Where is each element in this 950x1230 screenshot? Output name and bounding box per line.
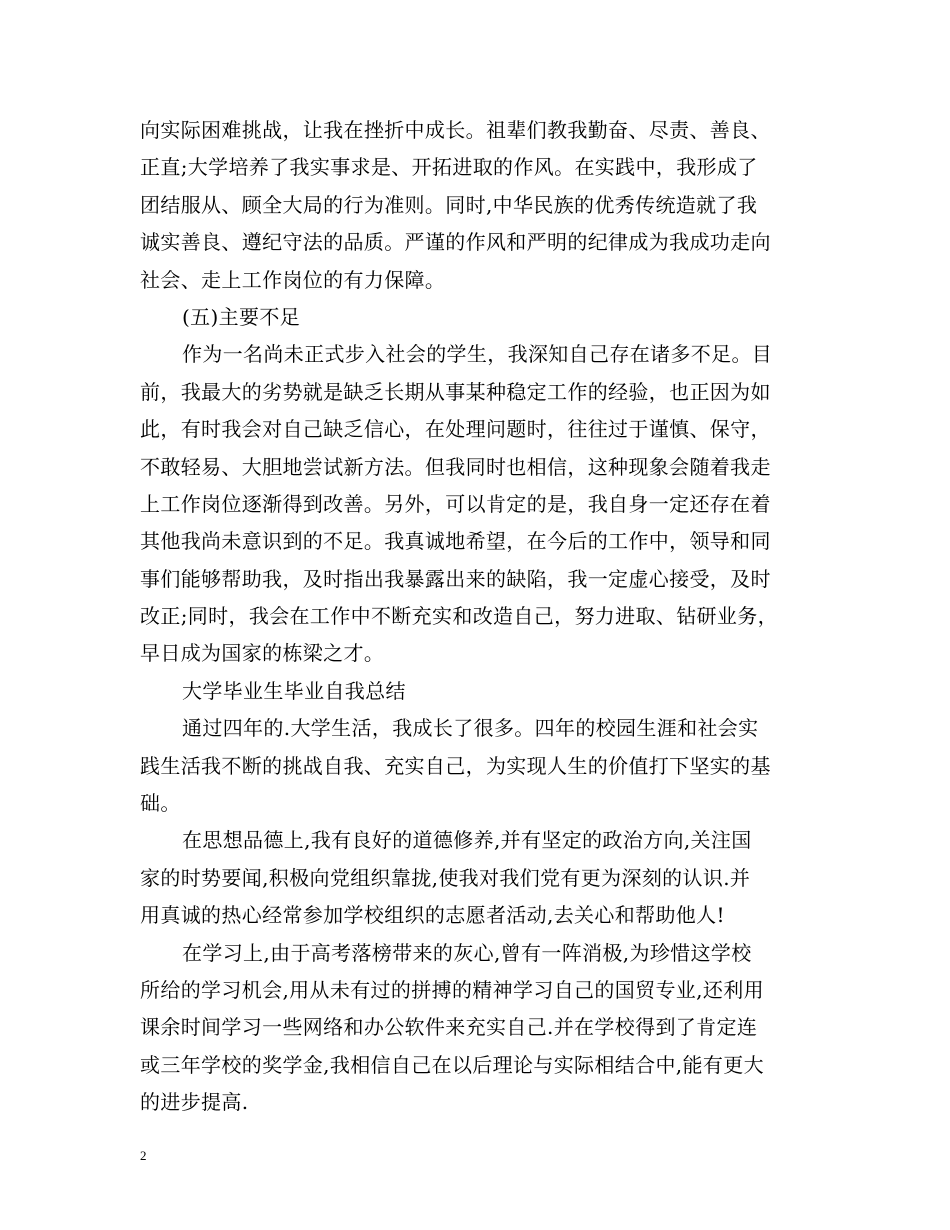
text-line: 诚实善良、遵纪守法的品质。严谨的作风和严明的纪律成为我成功走向 (140, 230, 771, 255)
document-body (140, 112, 826, 1122)
text-line: 或三年学校的奖学金,我相信自己在以后理论与实际相结合中,能有更大 (140, 1052, 764, 1077)
text-line: 课余时间学习一些网络和办公软件来充实自己.并在学校得到了肯定连 (140, 1015, 758, 1040)
text-line: 通过四年的.大学生活，我成长了很多。四年的校园生涯和社会实 (182, 716, 759, 741)
page-number: 2 (140, 1148, 147, 1163)
text-line: 不敢轻易、大胆地尝试新方法。但我同时也相信，这种现象会随着我走 (140, 454, 771, 479)
text-line: (五)主要不足 (182, 304, 301, 329)
text-line: 正直;大学培养了我实事求是、开拓进取的作风。在实践中，我形成了 (140, 155, 758, 180)
text-line: 改正;同时，我会在工作中不断充实和改造自己，努力进取、钻研业务， (140, 604, 778, 629)
text-line: 上工作岗位逐渐得到改善。另外，可以肯定的是，我自身一定还存在着 (140, 491, 771, 516)
text-line: 向实际困难挑战，让我在挫折中成长。祖辈们教我勤奋、尽责、善良、 (140, 118, 771, 142)
text-line: 大学毕业生毕业自我总结 (182, 678, 406, 703)
text-line: 用真诚的热心经常参加学校组织的志愿者活动,去关心和帮助他人! (140, 903, 725, 928)
text-line: 早日成为国家的栋梁之才。 (140, 641, 385, 666)
text-line: 所给的学习机会,用从未有过的拼搏的精神学习自己的国贸专业,还利用 (140, 977, 764, 1002)
text-line: 社会、走上工作岗位的有力保障。 (140, 267, 446, 292)
text-line: 础。 (140, 791, 181, 816)
text-line: 其他我尚未意识到的不足。我真诚地希望，在今后的工作中，领导和同 (140, 529, 771, 554)
text-line: 家的时势要闻,积极向党组织靠拢,使我对我们党有更为深刻的认识.并 (140, 865, 751, 890)
text-line: 的进步提高. (140, 1090, 249, 1115)
text-line: 作为一名尚未正式步入社会的学生，我深知自己存在诸多不足。目 (182, 342, 773, 367)
text-line: 践生活我不断的挑战自我、充实自己，为实现人生的价值打下坚实的基 (140, 753, 771, 778)
text-line: 此，有时我会对自己缺乏信心，在处理问题时，往往过于谨慎、保守， (140, 417, 771, 442)
text-line: 前，我最大的劣势就是缺乏长期从事某种稳定工作的经验，也正因为如 (140, 379, 771, 404)
text-line: 在学习上,由于高考落榜带来的灰心,曾有一阵消极,为珍惜这学校 (182, 940, 752, 965)
text-line: 事们能够帮助我，及时指出我暴露出来的缺陷，我一定虚心接受，及时 (140, 566, 771, 591)
text-line: 在思想品德上,我有良好的道德修养,并有坚定的政治方向,关注国 (182, 828, 752, 853)
text-line: 团结服从、顾全大局的行为准则。同时,中华民族的优秀传统造就了我 (140, 192, 758, 217)
